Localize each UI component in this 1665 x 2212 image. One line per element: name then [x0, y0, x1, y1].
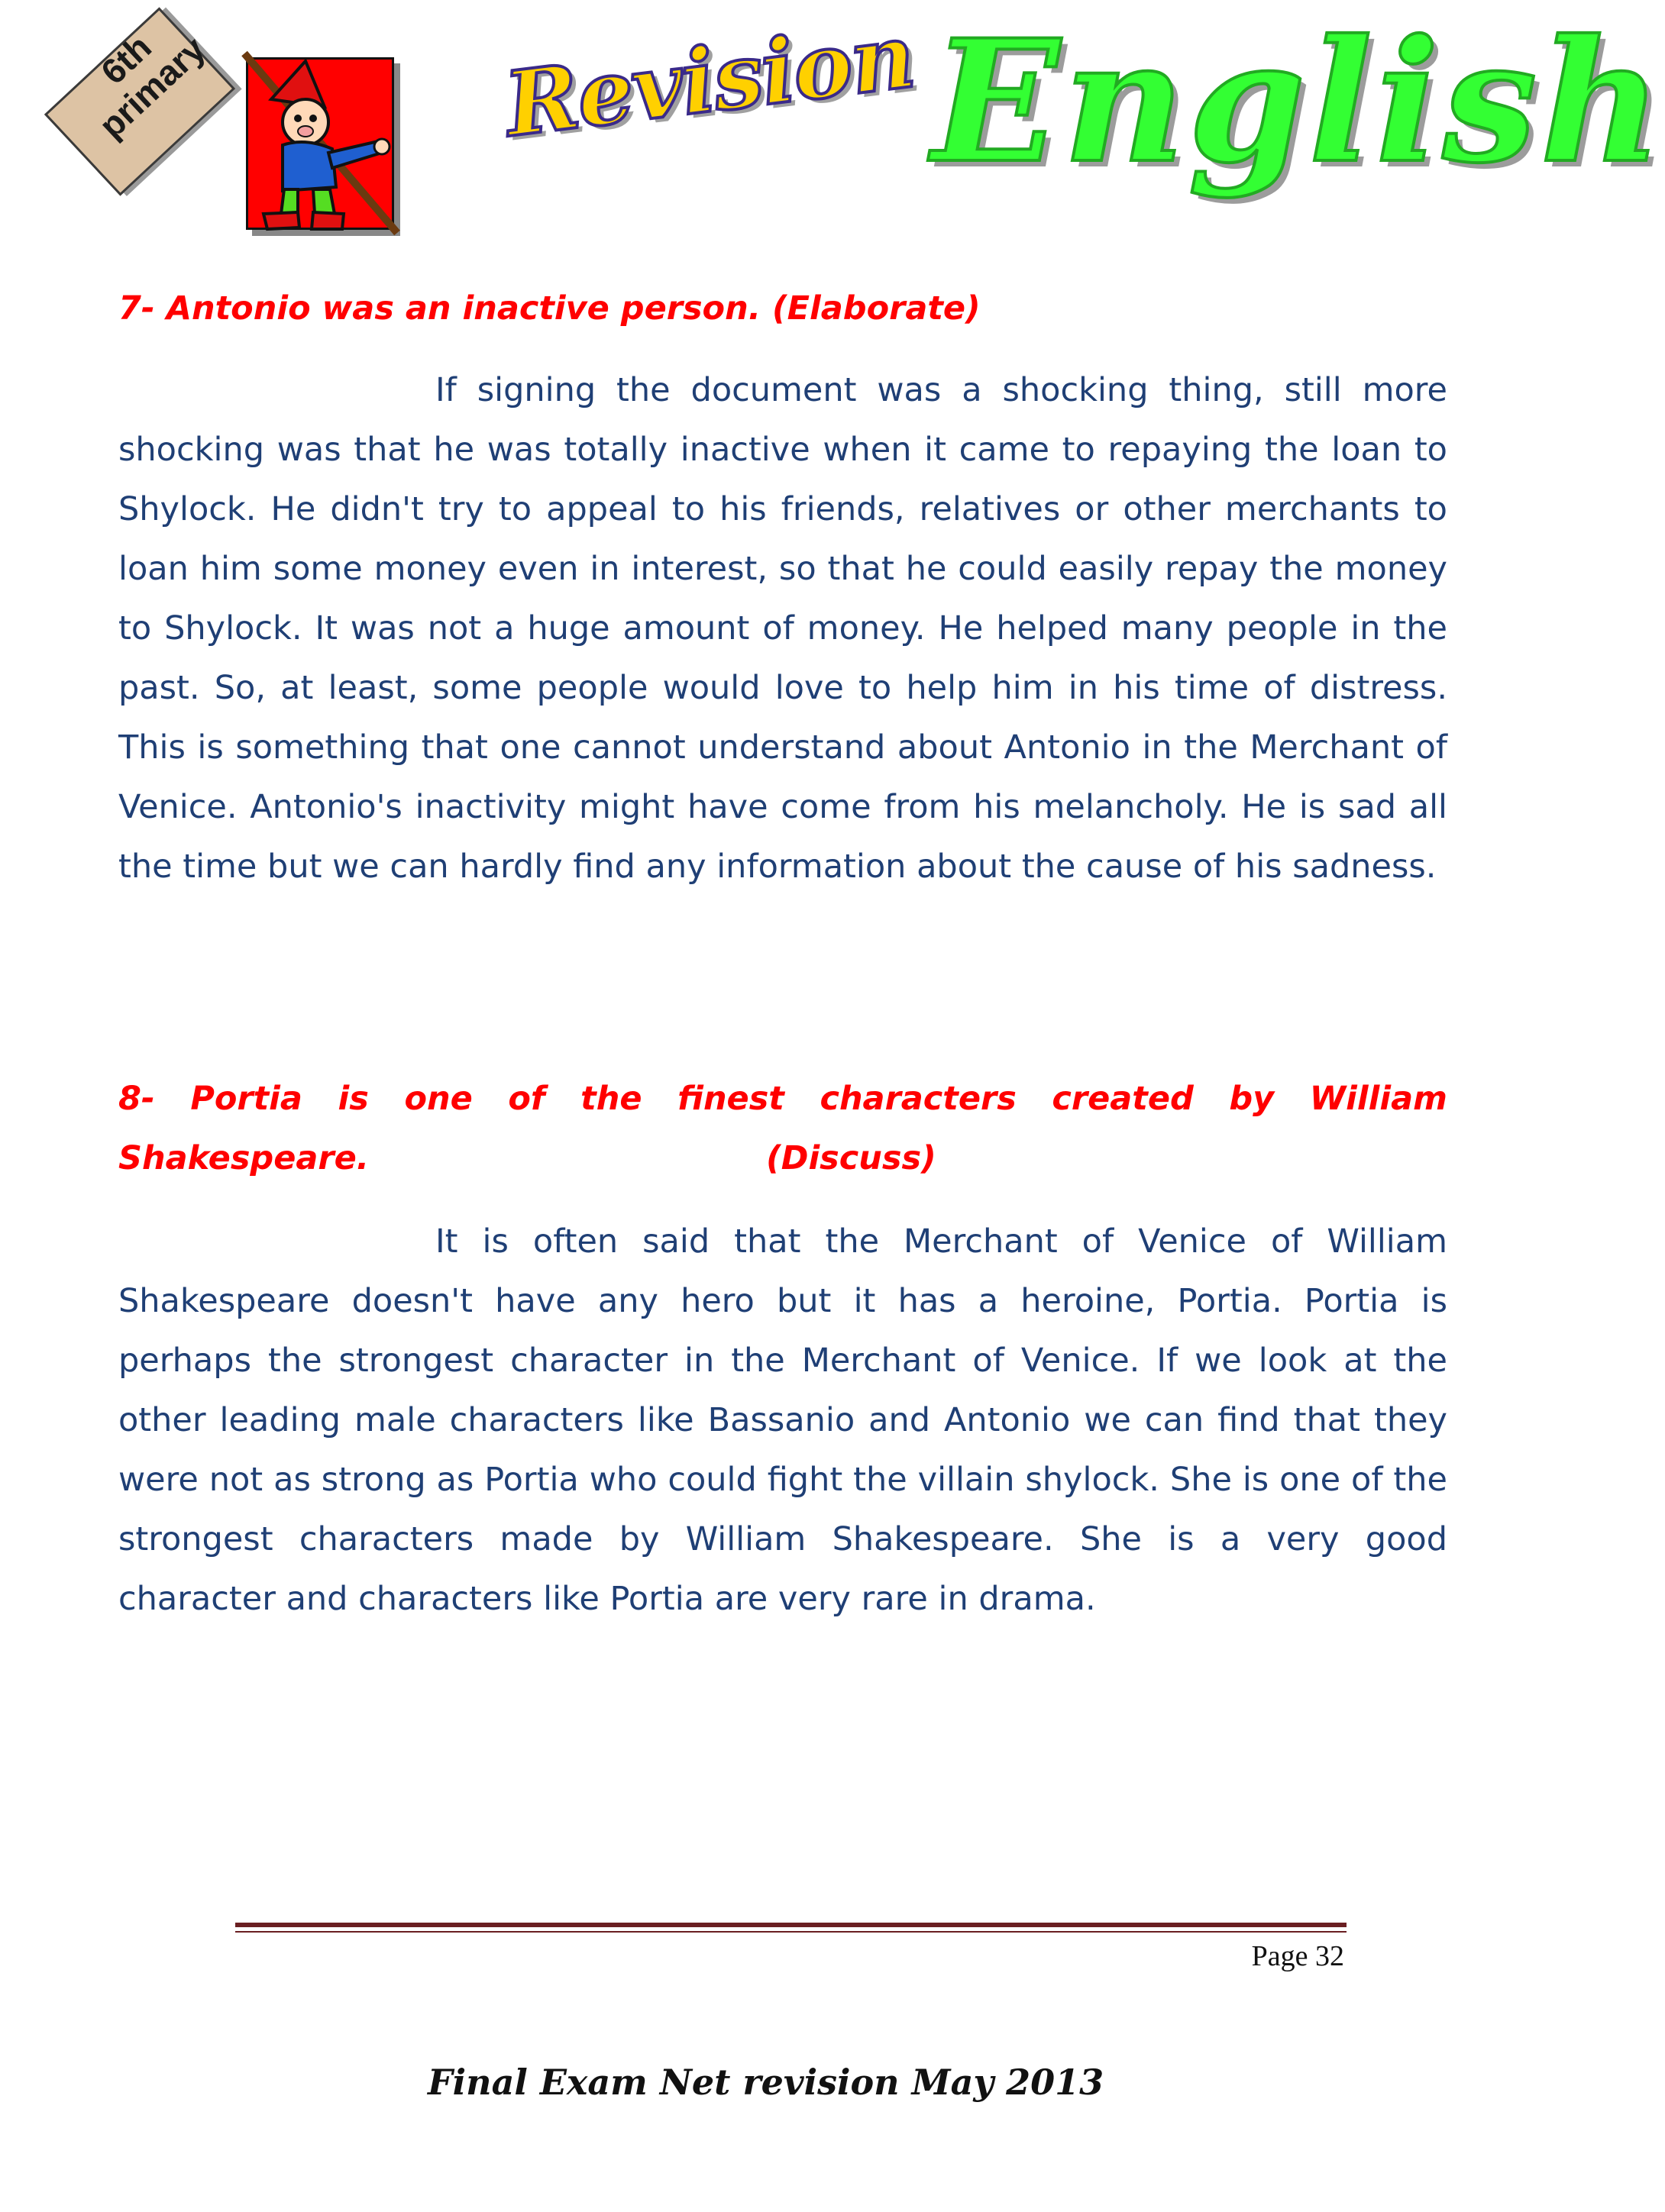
answer-8-paragraph: It is often said that the Merchant of Venice of William Shakespeare doesn't have any hero but it has a heroine, Portia. Portia is perhaps the strongest character in the Merchant of Venice. If we look at the other leading male characters like Bassanio and Antonio we can find that they were not as strong as Portia who could fight the villain shylock. She is one of the strongest characters made by William Shakespeare. She is a very good character and characters like Portia are very rare in drama. — [118, 1222, 1447, 1618]
page-number: Page 32 — [1251, 1940, 1344, 1972]
footer-exam-text: Final Exam Net revision May 2013 — [428, 2062, 1104, 2103]
footer-rule-thin — [235, 1931, 1347, 1933]
question-8-heading-line-2: Shakespeare. (Discuss) — [118, 1129, 1447, 1188]
revision-title: Revision — [500, 4, 920, 157]
discuss-tag: (Discuss) — [766, 1139, 936, 1177]
english-title: English — [932, 2, 1665, 200]
footer-rule-thick — [235, 1923, 1347, 1927]
question-8-heading-line-1: 8- Portia is one of the finest characters created by William — [118, 1080, 1447, 1118]
grade-badge-text: 6th primary — [91, 27, 213, 146]
answer-7-paragraph: If signing the document was a shocking thing, still more shocking was that he was totally inactive when it came to repaying the loan to Shylock. He didn't try to appeal to his friends, relatives or other merchants to loan him some money even in interest, so that he could easily repay the money to Shylock. It was not a huge amount of money. He helped many people in the past. So, at least, some people would love to help him in his time of distress. This is something that one cannot understand about Antonio in the Merchant of Venice. Antonio's inactivity might have come from his melancholy. He is sad all the time but we can hardly find any information about the cause of his sadness. — [118, 371, 1447, 886]
question-8-heading — [118, 1069, 1447, 1188]
gnome-mascot-icon — [191, 46, 420, 244]
question-7-heading: 7- Antonio was an inactive person. (Elaborate) — [118, 289, 981, 328]
